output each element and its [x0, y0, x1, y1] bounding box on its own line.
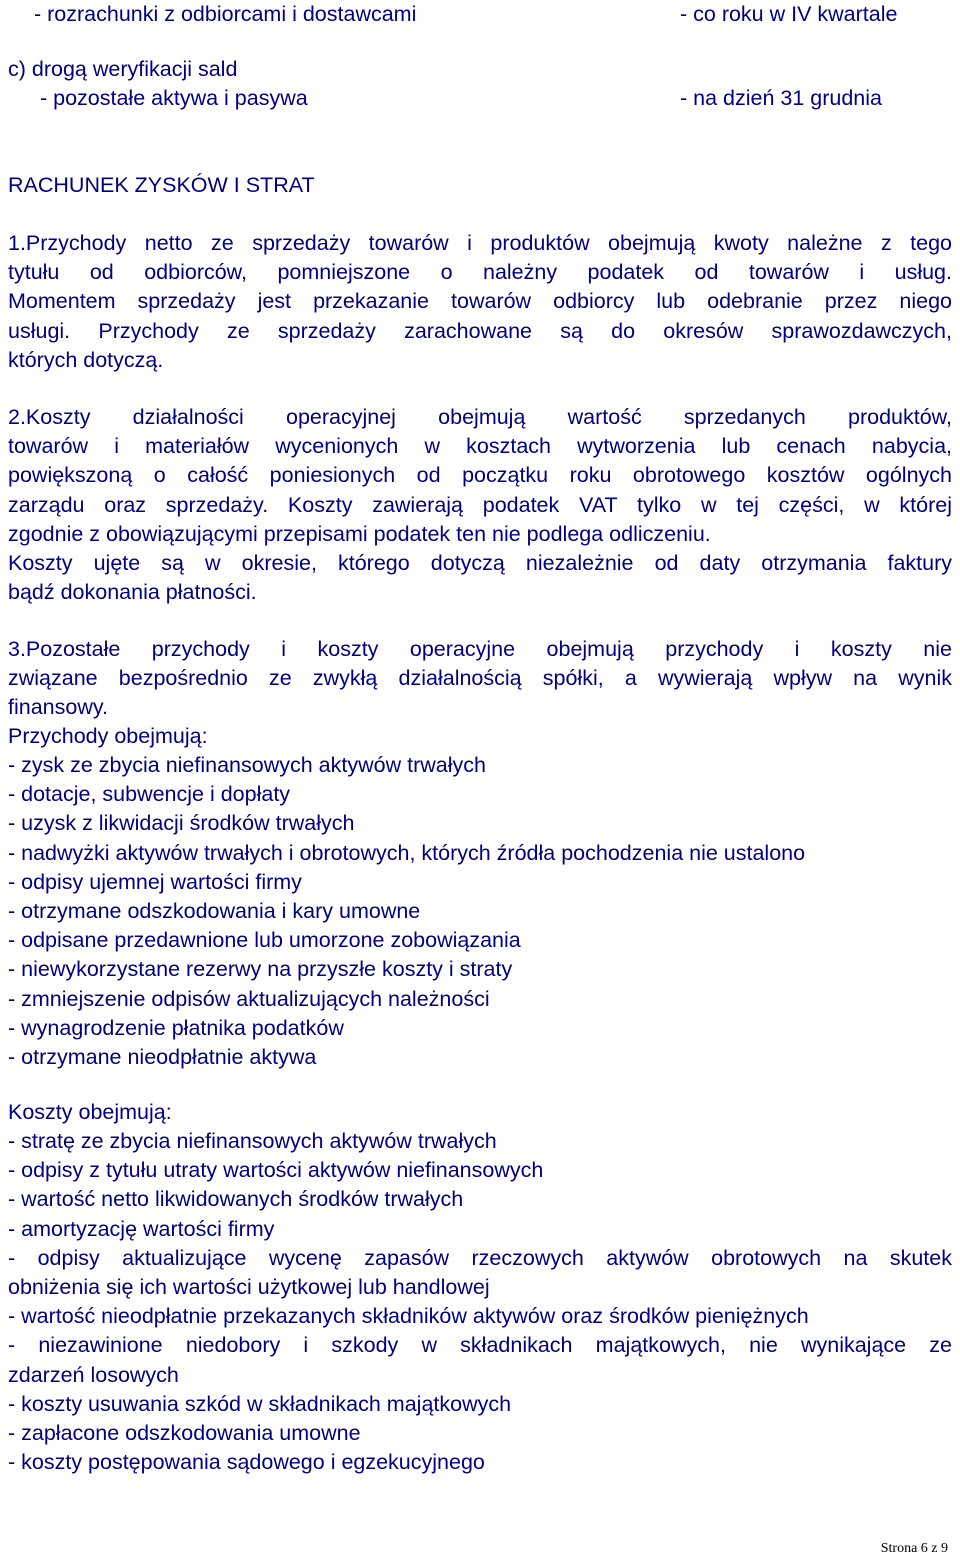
income-list-item: - otrzymane odszkodowania i kary umowne [8, 899, 421, 924]
costs-list-item: - amortyzację wartości firmy [8, 1216, 275, 1241]
valuation-timing-dec31: - na dzień 31 grudnia [680, 86, 883, 110]
income-list [8, 751, 805, 1072]
paragraph-3-line: 3.Pozostałe przychody i koszty operacyjne obejmują przychody i koszty nie [8, 637, 952, 661]
costs-list [8, 1127, 952, 1477]
income-list-item: - wynagrodzenie płatnika podatków [8, 1015, 344, 1040]
paragraph-2-line: 2.Koszty działalności operacyjnej obejmują wartość sprzedanych produktów, [8, 405, 952, 429]
paragraph-3-line: związane bezpośrednio ze zwykłą działalnością spółki, a wywierają wpływ na wynik [8, 666, 952, 691]
income-list-item: - niewykorzystane rezerwy na przyszłe koszty i straty [8, 957, 513, 982]
costs-list-item: - niezawinione niedobory i szkody w składnikach majątkowych, nie wynikające ze [8, 1333, 952, 1358]
income-list-item: - nadwyżki aktywów trwałych i obrotowych, których źródła pochodzenia nie ustalono [8, 840, 806, 865]
valuation-item-receivables: - rozrachunki z odbiorcami i dostawcami [34, 2, 417, 26]
paragraph-2-line: towarów i materiałów wycenionych w kosztach wytworzenia lub cenach nabycia, [8, 434, 952, 459]
section-heading: RACHUNEK ZYSKÓW I STRAT [8, 173, 315, 197]
costs-list-item-continuation: obniżenia się ich wartości użytkowej lub handlowej [8, 1275, 490, 1300]
paragraph-1-line: tytułu od odbiorców, pomniejszone o należny podatek od towarów i usług. [8, 260, 952, 285]
income-list-item: - odpisy ujemnej wartości firmy [8, 869, 302, 894]
paragraph-3-line: finansowy. [8, 695, 108, 720]
income-list-item: - odpisane przedawnione lub umorzone zobowiązania [8, 928, 521, 953]
income-list-item: - zysk ze zbycia niefinansowych aktywów trwałych [8, 753, 486, 777]
paragraph-1-line: Momentem sprzedaży jest przekazanie towarów odbiorcy lub odebranie przez niego [8, 289, 952, 314]
costs-list-title: Koszty obejmują: [8, 1100, 172, 1124]
costs-list-item: - odpisy aktualizujące wycenę zapasów rzeczowych aktywów obrotowych na skutek [8, 1245, 952, 1270]
paragraph-2 [8, 403, 952, 607]
paragraph-1-line: których dotyczą. [8, 347, 164, 372]
costs-list-item: - wartość netto likwidowanych środków trwałych [8, 1187, 464, 1212]
paragraph-1-line: usługi. Przychody ze sprzedaży zarachowane są do okresów sprawozdawczych, [8, 318, 952, 343]
page-number: Strona 6 z 9 [880, 1541, 948, 1556]
costs-list-item: - zapłacone odszkodowania umowne [8, 1421, 361, 1446]
paragraph-2-line: zarządu oraz sprzedaży. Koszty zawierają podatek VAT tylko w tej części, w której [8, 492, 952, 517]
costs-list-item: - koszty usuwania szkód w składnikach majątkowych [8, 1391, 512, 1416]
valuation-method-c: c) drogą weryfikacji sald [8, 57, 238, 81]
costs-list-item: - stratę ze zbycia niefinansowych aktywów trwałych [8, 1129, 497, 1153]
paragraph-1 [8, 229, 952, 375]
costs-list-item-continuation: zdarzeń losowych [8, 1362, 179, 1387]
paragraph-2-line: bądź dokonania płatności. [8, 580, 257, 605]
income-list-title: Przychody obejmują: [8, 724, 208, 748]
paragraph-1-line: 1.Przychody netto ze sprzedaży towarów i produktów obejmują kwoty należne z tego [8, 231, 952, 255]
paragraph-2-line: zgodnie z obowiązującymi przepisami podatek ten nie podlega odliczeniu. [8, 521, 711, 546]
income-list-item: - otrzymane nieodpłatnie aktywa [8, 1045, 317, 1070]
costs-list-item: - odpisy z tytułu utraty wartości aktywów niefinansowych [8, 1158, 544, 1183]
costs-list-item: - wartość nieodpłatnie przekazanych składników aktywów oraz środków pieniężnych [8, 1304, 809, 1329]
valuation-timing-q4: - co roku w IV kwartale [680, 2, 898, 26]
paragraph-2-line: powiększoną o całość poniesionych od początku roku obrotowego kosztów ogólnych [8, 463, 952, 488]
income-list-item: - zmniejszenie odpisów aktualizujących należności [8, 986, 490, 1011]
valuation-item-other-assets: - pozostałe aktywa i pasywa [40, 86, 308, 110]
paragraph-3 [8, 635, 952, 723]
paragraph-2-line: Koszty ujęte są w okresie, którego dotyczą niezależnie od daty otrzymania faktury [8, 551, 952, 576]
costs-list-item: - koszty postępowania sądowego i egzekucyjnego [8, 1450, 485, 1475]
income-list-item: - dotacje, subwencje i dopłaty [8, 782, 291, 807]
income-list-item: - uzysk z likwidacji środków trwałych [8, 811, 355, 836]
